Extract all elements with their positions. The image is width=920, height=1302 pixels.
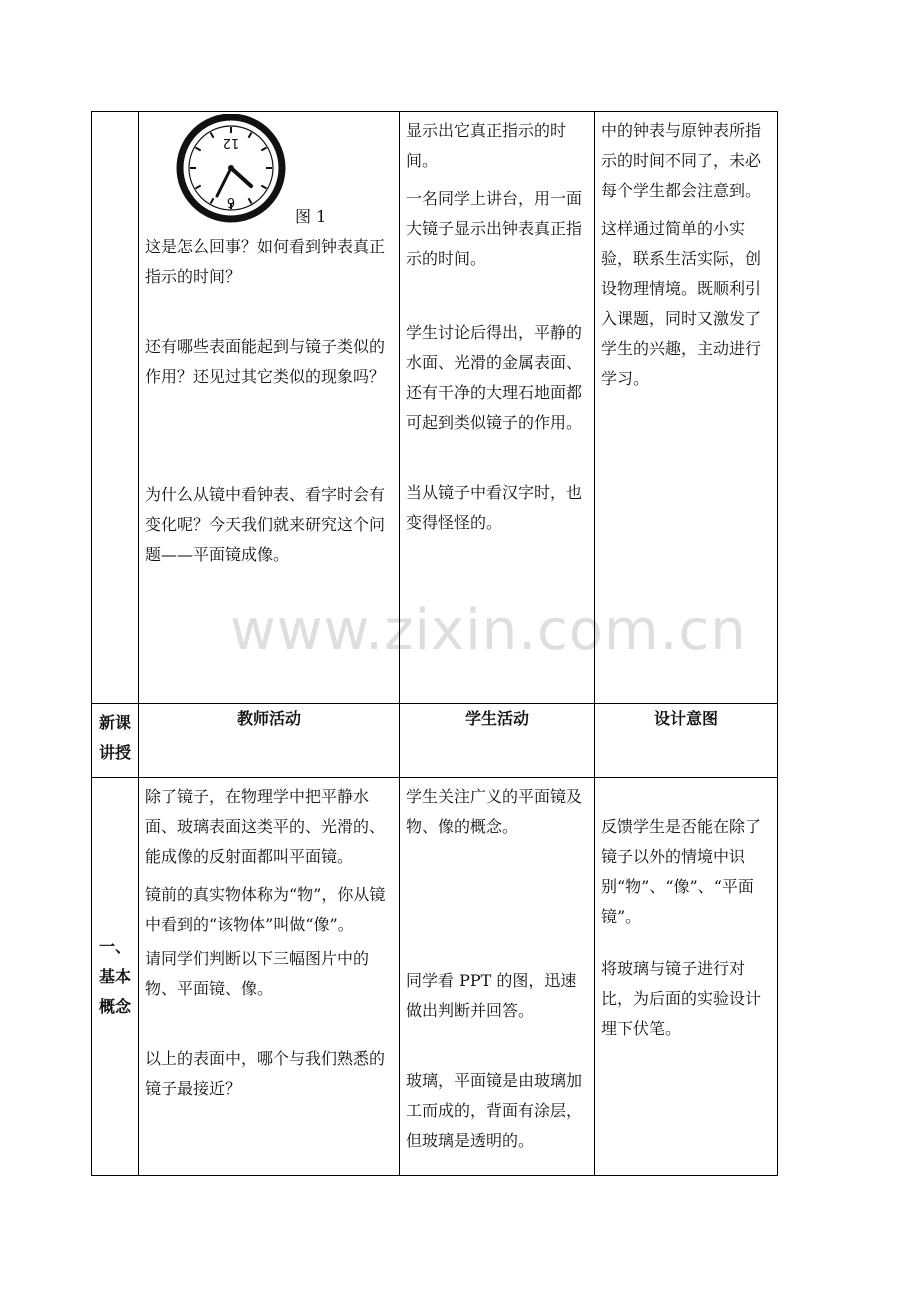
figure-caption: 图 1	[295, 207, 327, 226]
header-design: 设计意图	[595, 704, 778, 778]
mirror-clock-figure	[145, 112, 393, 232]
student-activity-cell	[400, 778, 595, 1176]
student-text-4: 当从镜子中看汉字时，也变得怪怪的。	[406, 483, 583, 532]
header-teacher: 教师活动	[139, 704, 400, 778]
design-text-1: 中的钟表与原钟表所指示的时间不同了，未必每个学生都会注意到。	[601, 121, 762, 200]
student-text-3: 学生讨论后得出，平静的水面、光滑的金属表面、还有干净的大理石地面都可起到类似镜子的作用。	[406, 323, 583, 432]
teacher-text-2: 镜前的真实物体称为“物”，你从镜中看到的“该物体”叫做“像”。	[145, 885, 386, 934]
header-section: 新课讲授	[92, 704, 139, 778]
table-header-row	[92, 704, 778, 778]
teacher-text-3: 请同学们判断以下三幅图片中的物、平面镜、像。	[145, 949, 370, 998]
design-text-1: 反馈学生是否能在除了镜子以外的情境中识别“物”、“像”、“平面镜”。	[601, 817, 762, 926]
clock-label-bottom: 6	[226, 194, 236, 209]
student-text-1: 学生关注广义的平面镜及物、像的概念。	[406, 787, 583, 836]
teacher-question-2: 还有哪些表面能起到与镜子类似的作用？还见过其它类似的现象吗？	[145, 337, 386, 386]
watermark: www.zixin.com.cn	[230, 598, 747, 663]
table-row	[92, 778, 778, 1176]
clock-label-top: 12	[222, 135, 240, 150]
empty-cell	[92, 112, 139, 704]
mirrored-clock-icon	[175, 114, 295, 224]
header-student: 学生活动	[400, 704, 595, 778]
section-label: 一、基本概念	[92, 778, 139, 1176]
design-text-2: 将玻璃与镜子进行对比，为后面的实验设计埋下伏笔。	[601, 959, 762, 1038]
student-text-2: 同学看 PPT 的图，迅速做出判断并回答。	[406, 971, 577, 1020]
teacher-question-3: 为什么从镜中看钟表、看字时会有变化呢？今天我们就来研究这个问题——平面镜成像。	[145, 485, 386, 564]
design-text-2: 这样通过简单的小实验，联系生活实际，创设物理情境。既顺利引入课题，同时又激发了学生的兴趣，主动进行学习。	[601, 219, 762, 388]
teacher-text-1: 除了镜子，在物理学中把平静水面、玻璃表面这类平的、光滑的、能成像的反射面都叫平面镜。	[145, 787, 386, 866]
teacher-activity-cell	[139, 778, 400, 1176]
teacher-text-4: 以上的表面中，哪个与我们熟悉的镜子最接近？	[145, 1049, 386, 1098]
teacher-question-1: 这是怎么回事？如何看到钟表真正指示的时间？	[145, 237, 386, 286]
student-text-3: 玻璃，平面镜是由玻璃加工而成的，背面有涂层，但玻璃是透明的。	[406, 1071, 583, 1150]
design-intent-cell	[595, 778, 778, 1176]
student-text-1: 显示出它真正指示的时间。	[406, 121, 567, 170]
student-text-2: 一名同学上讲台，用一面大镜子显示出钟表真正指示的时间。	[406, 189, 583, 268]
